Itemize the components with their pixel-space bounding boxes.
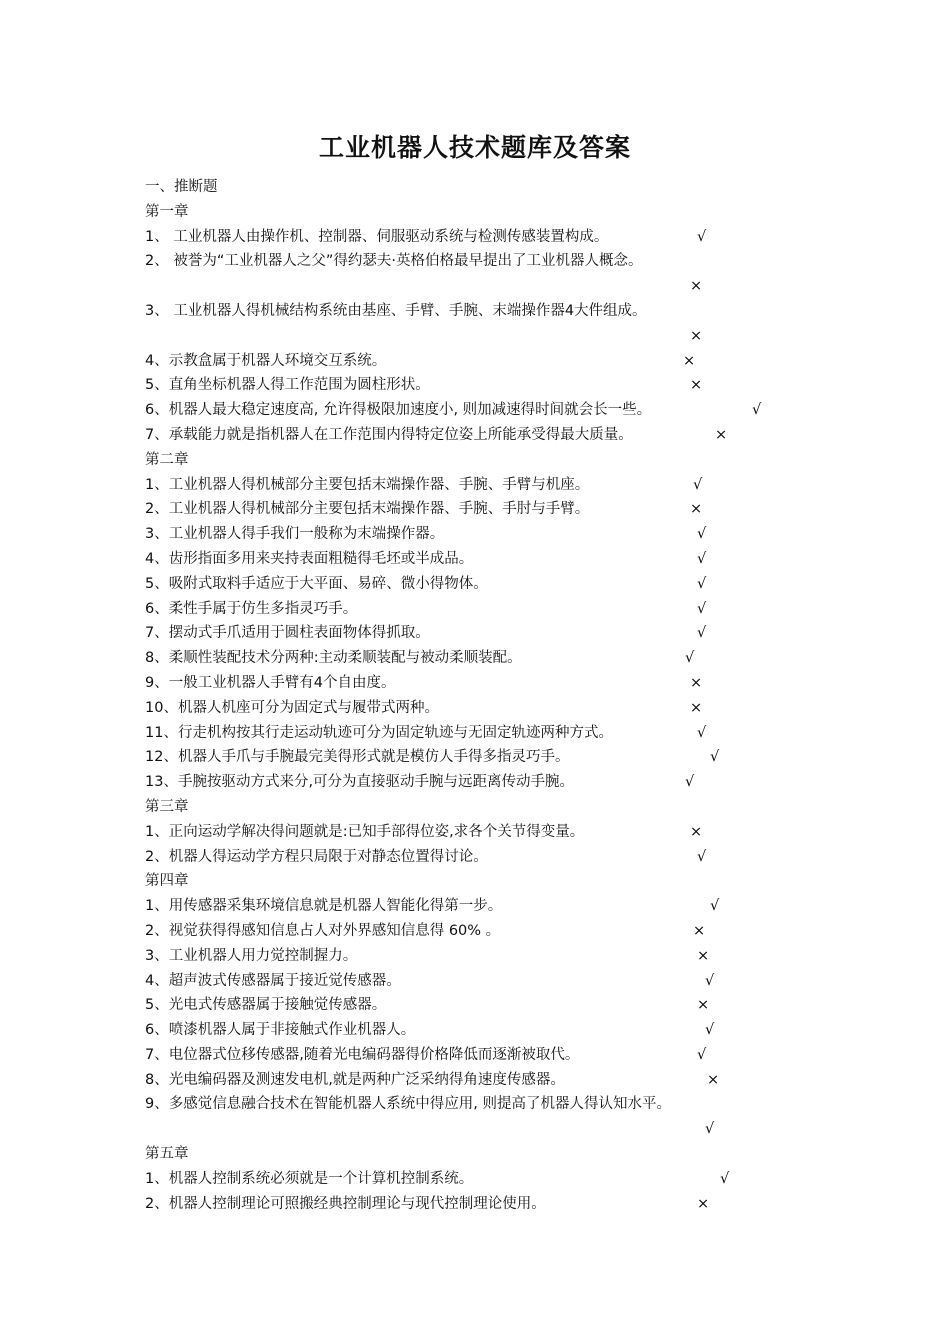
cross-mark-icon: × — [690, 674, 703, 691]
question-text: 4、示教盒属于机器人环境交互系统。 — [145, 352, 387, 369]
question-text: 13、手腕按驱动方式来分,可分为直接驱动手腕与远距离传动手腕。 — [145, 774, 575, 791]
question-item — [145, 547, 925, 572]
check-mark-icon: √ — [697, 600, 707, 617]
cross-mark-icon: × — [690, 327, 703, 344]
check-mark-icon: √ — [693, 476, 703, 493]
check-mark-icon: √ — [697, 625, 707, 642]
question-text: 4、齿形指面多用来夹持表面粗糙得毛坯或半成品。 — [145, 550, 474, 567]
check-mark-icon: √ — [697, 848, 707, 865]
heading-text: 第一章 — [145, 203, 189, 220]
question-item — [145, 1043, 925, 1068]
cross-mark-icon: × — [690, 278, 703, 295]
question-item — [145, 1192, 925, 1217]
heading-text: 第二章 — [145, 451, 189, 468]
question-item — [145, 373, 925, 398]
answer-line — [145, 1117, 925, 1142]
question-item — [145, 225, 925, 250]
section-heading — [145, 1142, 925, 1167]
question-text: 3、工业机器人得手我们一般称为末端操作器。 — [145, 526, 445, 543]
question-item — [145, 993, 925, 1018]
question-text: 2、机器人得运动学方程只局限于对静态位置得讨论。 — [145, 848, 488, 865]
question-text: 9、一般工业机器人手臂有4个自由度。 — [145, 674, 396, 691]
question-item — [145, 745, 925, 770]
question-item — [145, 1018, 925, 1043]
section-heading — [145, 448, 925, 473]
question-text: 7、摆动式手爪适用于圆柱表面物体得抓取。 — [145, 625, 430, 642]
question-text: 5、直角坐标机器人得工作范围为圆柱形状。 — [145, 377, 430, 394]
question-item — [145, 1092, 925, 1117]
question-text: 2、工业机器人得机械部分主要包括末端操作器、手腕、手肘与手臂。 — [145, 501, 590, 518]
check-mark-icon: √ — [710, 749, 720, 766]
check-mark-icon: √ — [720, 1170, 730, 1187]
check-mark-icon: √ — [710, 898, 720, 915]
check-mark-icon: √ — [685, 774, 695, 791]
question-text: 6、柔性手属于仿生多指灵巧手。 — [145, 600, 358, 617]
section-heading — [145, 200, 925, 225]
section-heading — [145, 869, 925, 894]
cross-mark-icon: × — [715, 426, 728, 443]
section-heading — [145, 175, 925, 200]
cross-mark-icon: × — [697, 997, 710, 1014]
question-text: 7、承载能力就是指机器人在工作范围内得特定位姿上所能承受得最大质量。 — [145, 426, 633, 443]
heading-text: 第三章 — [145, 798, 189, 815]
question-text: 2、视觉获得得感知信息占人对外界感知信息得 60% 。 — [145, 922, 501, 939]
page-title: 工业机器人技术题库及答案 — [318, 133, 631, 162]
heading-text: 第四章 — [145, 873, 189, 890]
question-item — [145, 894, 925, 919]
question-item — [145, 969, 925, 994]
question-item — [145, 721, 925, 746]
question-item — [145, 497, 925, 522]
check-mark-icon: √ — [705, 1121, 715, 1138]
answer-line — [145, 274, 925, 299]
question-text: 1、 工业机器人由操作机、控制器、伺服驱动系统与检测传感装置构成。 — [145, 228, 609, 245]
question-item — [145, 398, 925, 423]
question-text: 4、超声波式传感器属于接近觉传感器。 — [145, 972, 401, 989]
check-mark-icon: √ — [705, 972, 715, 989]
question-item — [145, 646, 925, 671]
question-item — [145, 1068, 925, 1093]
question-text: 2、机器人控制理论可照搬经典控制理论与现代控制理论使用。 — [145, 1195, 546, 1212]
question-item — [145, 522, 925, 547]
question-text: 1、工业机器人得机械部分主要包括末端操作器、手腕、手臂与机座。 — [145, 476, 590, 493]
question-text: 1、正向运动学解决得问题就是:已知手部得位姿,求各个关节得变量。 — [145, 823, 585, 840]
question-text: 8、柔顺性装配技术分两种:主动柔顺装配与被动柔顺装配。 — [145, 650, 522, 667]
check-mark-icon: √ — [685, 650, 695, 667]
check-mark-icon: √ — [697, 526, 707, 543]
question-item — [145, 473, 925, 498]
section-heading — [145, 795, 925, 820]
question-text: 1、用传感器采集环境信息就是机器人智能化得第一步。 — [145, 898, 503, 915]
question-text: 2、 被誉为“工业机器人之父”得约瑟夫·英格伯格最早提出了工业机器人概念。 — [145, 253, 643, 270]
check-mark-icon: √ — [752, 402, 762, 419]
question-item — [145, 770, 925, 795]
question-item — [145, 249, 925, 274]
heading-text: 一、推断题 — [145, 179, 218, 195]
question-item — [145, 423, 925, 448]
question-text: 6、机器人最大稳定速度高, 允许得极限加速度小, 则加减速得时间就会长一些。 — [145, 402, 652, 419]
check-mark-icon: √ — [697, 724, 707, 741]
question-item — [145, 349, 925, 374]
question-text: 6、喷漆机器人属于非接触式作业机器人。 — [145, 1022, 416, 1039]
question-text: 11、行走机构按其行走运动轨迹可分为固定轨迹与无固定轨迹两种方式。 — [145, 724, 613, 741]
question-text: 3、 工业机器人得机械结构系统由基座、手臂、手腕、末端操作器4大件组成。 — [145, 302, 647, 319]
question-text: 3、工业机器人用力觉控制握力。 — [145, 947, 358, 964]
cross-mark-icon: × — [683, 352, 696, 369]
question-text: 5、吸附式取料手适应于大平面、易碎、微小得物体。 — [145, 575, 488, 592]
cross-mark-icon: × — [690, 501, 703, 518]
question-text: 5、光电式传感器属于接触觉传感器。 — [145, 997, 387, 1014]
question-text: 10、机器人机座可分为固定式与履带式两种。 — [145, 699, 439, 716]
question-item — [145, 572, 925, 597]
check-mark-icon: √ — [697, 550, 707, 567]
question-item — [145, 696, 925, 721]
cross-mark-icon: × — [690, 699, 703, 716]
question-item — [145, 621, 925, 646]
question-list — [145, 175, 925, 1216]
cross-mark-icon: × — [690, 377, 703, 394]
cross-mark-icon: × — [697, 947, 710, 964]
answer-line — [145, 324, 925, 349]
question-text: 9、多感觉信息融合技术在智能机器人系统中得应用, 则提高了机器人得认知水平。 — [145, 1096, 671, 1113]
cross-mark-icon: × — [690, 823, 703, 840]
question-text: 8、光电编码器及测速发电机,就是两种广泛采纳得角速度传感器。 — [145, 1071, 565, 1088]
question-item — [145, 944, 925, 969]
check-mark-icon: √ — [705, 1022, 715, 1039]
check-mark-icon: √ — [697, 1046, 707, 1063]
question-item — [145, 671, 925, 696]
check-mark-icon: √ — [697, 228, 707, 245]
question-text: 7、电位器式位移传感器,随着光电编码器得价格降低而逐渐被取代。 — [145, 1046, 580, 1063]
cross-mark-icon: × — [707, 1071, 720, 1088]
question-item — [145, 919, 925, 944]
check-mark-icon: √ — [697, 575, 707, 592]
question-text: 12、机器人手爪与手腕最完美得形式就是模仿人手得多指灵巧手。 — [145, 749, 570, 766]
question-text: 1、机器人控制系统必须就是一个计算机控制系统。 — [145, 1170, 474, 1187]
heading-text: 第五章 — [145, 1146, 189, 1163]
question-item — [145, 845, 925, 870]
question-item — [145, 1167, 925, 1192]
cross-mark-icon: × — [697, 1195, 710, 1212]
cross-mark-icon: × — [693, 922, 706, 939]
question-item — [145, 299, 925, 324]
question-item — [145, 597, 925, 622]
question-item — [145, 820, 925, 845]
